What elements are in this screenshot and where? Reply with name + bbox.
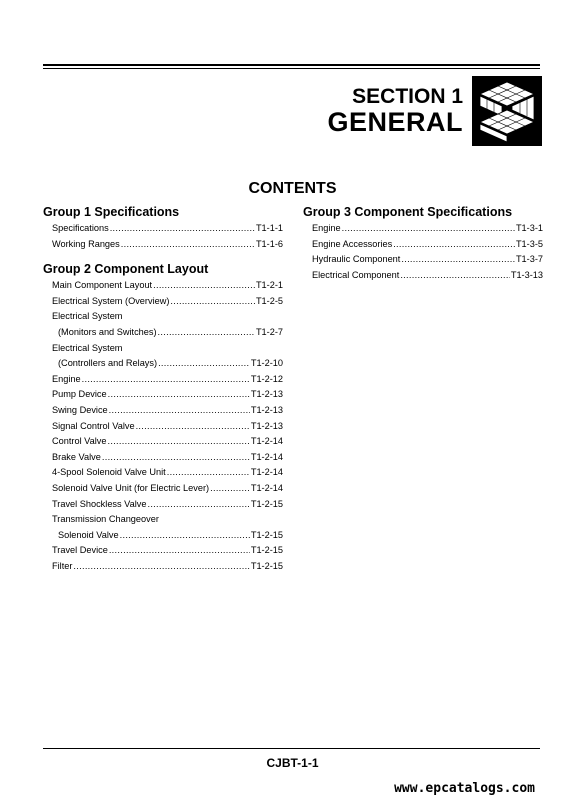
toc-entry[interactable] — [43, 419, 283, 435]
toc-entry-page: T1-3-1 — [515, 223, 543, 233]
toc-entry-label: Signal Control Valve — [52, 420, 135, 431]
leader-dots — [158, 356, 250, 372]
toc-entry[interactable] — [43, 528, 283, 544]
toc-entry[interactable] — [43, 434, 283, 450]
toc-entry-label: Transmission Changeover — [52, 514, 159, 525]
leader-dots — [109, 403, 250, 419]
toc-entry[interactable] — [303, 221, 543, 237]
leader-dots — [147, 497, 249, 513]
leader-dots — [121, 237, 255, 253]
toc-entry-page: T1-2-15 — [250, 560, 283, 571]
toc-entry-page: T1-2-5 — [255, 295, 283, 306]
toc-entry-page: T1-2-14 — [250, 467, 283, 478]
toc-entry-page: T1-2-14 — [250, 482, 283, 493]
leader-dots — [82, 372, 250, 388]
toc-entry[interactable] — [43, 543, 283, 559]
toc-entry-heading-line — [43, 512, 283, 528]
toc-entry-page: T1-3-5 — [515, 238, 543, 249]
leader-dots — [73, 559, 249, 575]
section-logo-icon — [472, 76, 542, 146]
leader-dots — [108, 387, 250, 403]
toc-entry-label: Electrical System (Overview) — [52, 295, 170, 306]
leader-dots — [393, 237, 515, 253]
page-code: CJBT-1-1 — [266, 756, 319, 770]
toc-entry-page: T1-2-15 — [250, 545, 283, 556]
toc-entry[interactable] — [43, 294, 283, 310]
toc-entry-label: 4-Spool Solenoid Valve Unit — [52, 467, 166, 478]
toc-entry-page: T1-1-1 — [255, 223, 283, 233]
toc-entry-label: Electrical Component — [312, 269, 400, 280]
toc-entry-label: Engine Accessories — [312, 238, 393, 249]
leader-dots — [400, 268, 510, 284]
toc-entry[interactable] — [43, 387, 283, 403]
toc-entry-label: Main Component Layout — [52, 280, 153, 291]
toc-entry-page: T1-2-13 — [250, 420, 283, 431]
toc-entry-label: Electrical System — [52, 342, 123, 353]
toc-entry[interactable] — [43, 278, 283, 294]
toc-entry-label: Solenoid Valve — [58, 529, 119, 540]
toc-entry[interactable] — [43, 559, 283, 575]
leader-dots — [120, 528, 250, 544]
toc-entry-page: T1-1-6 — [255, 238, 283, 249]
toc-entry-label: Engine — [312, 223, 341, 233]
toc-entry[interactable] — [43, 237, 283, 253]
toc-entry[interactable] — [43, 221, 283, 237]
leader-dots — [109, 543, 250, 559]
footer-rule — [43, 748, 540, 749]
header-rule-thin — [43, 68, 540, 69]
toc-entry-page: T1-2-15 — [250, 498, 283, 509]
toc-entry[interactable] — [43, 403, 283, 419]
leader-dots — [342, 221, 515, 237]
toc-entry-label: Brake Valve — [52, 451, 101, 462]
leader-dots — [401, 252, 515, 268]
toc-entry-page: T1-2-14 — [250, 451, 283, 462]
toc-right-column — [303, 203, 543, 283]
toc-entry[interactable] — [43, 450, 283, 466]
toc-entry-page: T1-2-13 — [250, 404, 283, 415]
toc-entry[interactable] — [43, 497, 283, 513]
toc-entry[interactable] — [303, 252, 543, 268]
toc-entry-label: Swing Device — [52, 404, 108, 415]
toc-entry-page: T1-3-13 — [510, 269, 543, 280]
leader-dots — [136, 419, 250, 435]
leader-dots — [107, 434, 249, 450]
contents-title: CONTENTS — [248, 180, 337, 197]
toc-entry-page: T1-2-12 — [250, 373, 283, 384]
toc-entry-label: (Monitors and Switches) — [58, 326, 157, 337]
section-number: SECTION 1 — [352, 85, 463, 108]
leader-dots — [167, 465, 250, 481]
toc-entry-label: Pump Device — [52, 389, 107, 400]
toc-entry-label: Specifications — [52, 223, 109, 233]
toc-entry-page: T1-2-10 — [250, 358, 283, 369]
toc-entry-label: Control Valve — [52, 436, 107, 447]
toc-entry-heading-line — [43, 309, 283, 325]
toc-entry-label: Working Ranges — [52, 238, 120, 249]
toc-entry-page: T1-2-7 — [255, 326, 283, 337]
leader-dots — [153, 278, 255, 294]
toc-entry-label: (Controllers and Relays) — [58, 358, 158, 369]
toc-entry[interactable] — [43, 481, 283, 497]
toc-entry-label: Travel Device — [52, 545, 108, 556]
leader-dots — [210, 481, 250, 497]
leader-dots — [158, 325, 255, 341]
toc-entry-page: T1-3-7 — [515, 254, 543, 265]
toc-entry-label: Hydraulic Component — [312, 254, 401, 265]
toc-entry-page: T1-2-15 — [250, 529, 283, 540]
toc-entry-page: T1-2-13 — [250, 389, 283, 400]
toc-entry-page: T1-2-14 — [250, 436, 283, 447]
toc-entry-page: T1-2-1 — [255, 280, 283, 291]
toc-entry-heading-line — [43, 341, 283, 357]
toc-entry-label: Travel Shockless Valve — [52, 498, 147, 509]
toc-entry[interactable] — [303, 268, 543, 284]
header-rule — [43, 64, 540, 66]
group-heading: Group 1 Specifications — [43, 205, 180, 219]
leader-dots — [170, 294, 255, 310]
toc-entry-label: Electrical System — [52, 311, 123, 322]
toc-entry[interactable] — [43, 356, 283, 372]
toc-entry[interactable] — [43, 465, 283, 481]
leader-dots — [102, 450, 250, 466]
section-title: GENERAL — [327, 107, 463, 137]
toc-group-3 — [303, 203, 543, 283]
toc-entry-label: Filter — [52, 560, 73, 571]
toc-group-1 — [43, 203, 283, 252]
toc-entry[interactable] — [303, 237, 543, 253]
toc-left-column — [43, 203, 283, 574]
watermark: www.epcatalogs.com — [394, 781, 535, 796]
group-heading: Group 3 Component Specifications — [303, 205, 513, 219]
toc-entry-label: Engine — [52, 373, 81, 384]
toc-entry[interactable] — [43, 372, 283, 388]
toc-entry-label: Solenoid Valve Unit (for Electric Lever) — [52, 482, 210, 493]
toc-group-2 — [43, 260, 283, 574]
toc-entry[interactable] — [43, 325, 283, 341]
group-heading: Group 2 Component Layout — [43, 262, 209, 277]
leader-dots — [110, 221, 255, 237]
